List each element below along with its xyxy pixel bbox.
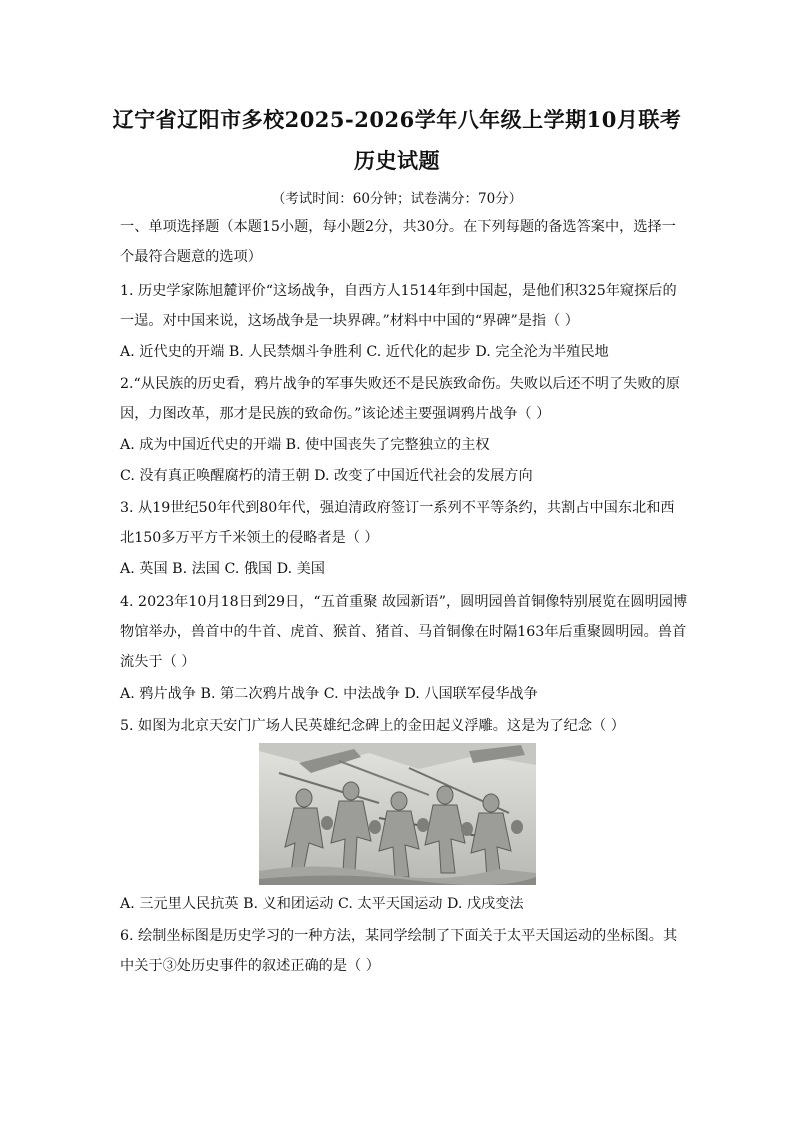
- question-5-stem: 5. 如图为北京天安门广场人民英雄纪念碑上的金田起义浮雕。这是为了纪念（ ）: [120, 718, 625, 734]
- question-5-options: A. 三元里人民抗英 B. 义和团运动 C. 太平天国运动 D. 戊戌变法: [120, 896, 524, 912]
- question-4-options: A. 鸦片战争 B. 第二次鸦片战争 C. 中法战争 D. 八国联军侵华战争: [120, 686, 538, 702]
- question-3-options: A. 英国 B. 法国 C. 俄国 D. 美国: [120, 561, 325, 577]
- question-1-stem-continued: 一逞。对中国来说，这场战争是一块界碑。”材料中中国的“界碑”是指（ ）: [120, 313, 579, 329]
- question-6-stem: 6. 绘制坐标图是历史学习的一种方法，某同学绘制了下面关于太平天国运动的坐标图。其: [120, 928, 678, 944]
- question-4-stem: 4. 2023年10月18日到29日，“五首重聚 故园新语”，圆明园兽首铜像特别展览在圆明园博: [120, 594, 688, 610]
- exam-title: 辽宁省辽阳市多校2025-2026学年八年级上学期10月联考: [112, 107, 682, 132]
- relief-sculpture-image: [259, 743, 536, 885]
- question-3-stem-continued: 北150多万平方千米领土的侵略者是（ ）: [120, 530, 379, 546]
- question-3-stem: 3. 从19世纪50年代到80年代，强迫清政府签订一系列不平等条约，共割占中国东北和西: [120, 500, 675, 516]
- section-heading: 一、单项选择题（本题15小题，每小题2分，共30分。在下列每题的备选答案中，选择一: [120, 219, 676, 235]
- question-1-options: A. 近代史的开端 B. 人民禁烟斗争胜利 C. 近代化的起步 D. 完全沦为半殖民地: [120, 344, 609, 360]
- question-6-stem-continued: 中关于③处历史事件的叙述正确的是（ ）: [120, 958, 380, 974]
- question-2-options: A. 成为中国近代史的开端 B. 使中国丧失了完整独立的主权: [120, 437, 490, 453]
- question-4-stem-continued: 物馆举办，兽首中的牛首、虎首、猴首、猪首、马首铜像在时隔163年后重聚圆明园。兽首: [120, 624, 687, 640]
- question-2-stem: 2.“从民族的历史看，鸦片战争的军事失败还不是民族致命伤。失败以后还不明了失败的原: [120, 376, 680, 392]
- question-2-options-continued: C. 没有真正唤醒腐朽的清王朝 D. 改变了中国近代社会的发展方向: [120, 468, 533, 484]
- exam-info: （考试时间：60分钟；试卷满分：70分）: [271, 191, 523, 207]
- exam-subject-title: 历史试题: [354, 148, 440, 173]
- section-heading-continued: 个最符合题意的选项）: [120, 249, 262, 265]
- question-2-stem-continued: 因，力图改革，那才是民族的致命伤。”该论述主要强调鸦片战争（ ）: [120, 406, 551, 422]
- question-1-stem: 1. 历史学家陈旭麓评价“这场战争，自西方人1514年到中国起，是他们积325年窥探后的: [120, 283, 677, 299]
- question-4-stem-continued-2: 流失于（ ）: [120, 654, 196, 670]
